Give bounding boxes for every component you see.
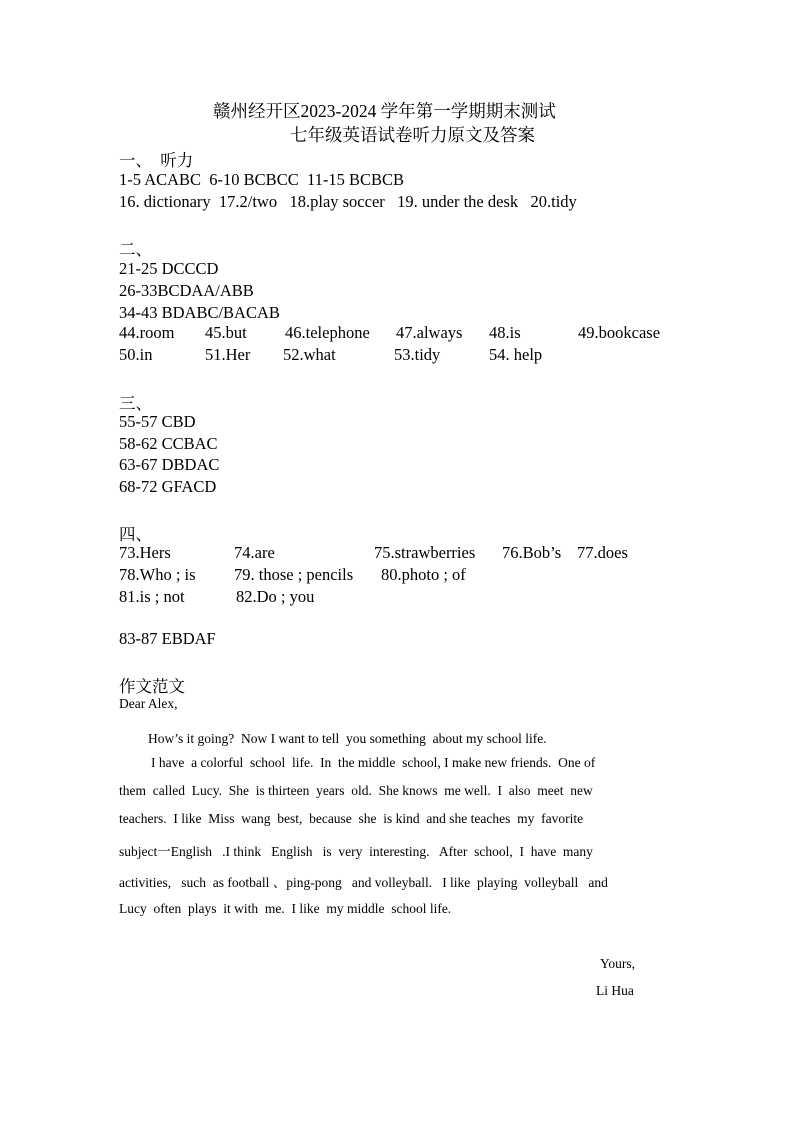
title-line-1: 赣州经开区2023-2024 学年第一学期期末测试 bbox=[213, 101, 556, 121]
title-line-2: 七年级英语试卷听力原文及答案 bbox=[290, 125, 535, 145]
answer-cell: 46.telephone bbox=[285, 323, 370, 342]
essay-greeting: Dear Alex, bbox=[119, 696, 178, 711]
answer-cell: 54. help bbox=[489, 345, 543, 364]
essay-line: them called Lucy. She is thirteen years old. She knows me well. I also meet new bbox=[119, 783, 593, 798]
essay-line: activities, such as football 、ping-pong and volleyball. I like playing volleyball and bbox=[119, 875, 608, 890]
essay-heading: 作文范文 bbox=[119, 677, 185, 696]
answer-cell: 45.but bbox=[205, 323, 247, 342]
answer-cell: 48.is bbox=[489, 323, 521, 342]
answer-cell: 77.does bbox=[577, 543, 628, 562]
section-1-answers-1: 1-5 ACABC 6-10 BCBCC 11-15 BCBCB bbox=[119, 170, 404, 189]
essay-line: How’s it going? Now I want to tell you something about my school life. bbox=[148, 731, 547, 746]
essay-line: Lucy often plays it with me. I like my middle school life. bbox=[119, 901, 452, 916]
answer-cell: 74.are bbox=[234, 543, 275, 562]
section-4-extra: 83-87 EBDAF bbox=[119, 629, 216, 648]
answer-cell: 79. those ; pencils bbox=[234, 565, 354, 584]
answer-cell: 50.in bbox=[119, 345, 153, 364]
section-3-line: 58-62 CCBAC bbox=[119, 434, 218, 453]
answer-cell: 52.what bbox=[283, 345, 336, 364]
section-3-line: 63-67 DBDAC bbox=[119, 455, 220, 474]
essay-line: teachers. I like Miss wang best, because she is kind and she teaches my favorite bbox=[119, 811, 584, 826]
essay-signature: Li Hua bbox=[596, 983, 634, 998]
answer-cell: 51.Her bbox=[205, 345, 251, 364]
answer-cell: 47.always bbox=[396, 323, 463, 342]
section-2-line: 26-33BCDAA/ABB bbox=[119, 281, 254, 300]
answer-cell: 81.is ; not bbox=[119, 587, 185, 606]
essay-line: subject一English .I think English is very interesting. After school, I have many bbox=[119, 844, 593, 859]
answer-cell: 76.Bob’s bbox=[502, 543, 562, 562]
answer-cell: 78.Who ; is bbox=[119, 565, 196, 584]
section-3-line: 55-57 CBD bbox=[119, 412, 196, 431]
answer-cell: 82.Do ; you bbox=[236, 587, 315, 606]
answer-cell: 75.strawberries bbox=[374, 543, 476, 562]
section-4-heading: 四、 bbox=[119, 525, 152, 544]
answer-cell: 73.Hers bbox=[119, 543, 171, 562]
section-1-heading: 一、 听力 bbox=[119, 151, 194, 170]
section-2-line: 21-25 DCCCD bbox=[119, 259, 219, 278]
section-2-line: 34-43 BDABC/BACAB bbox=[119, 303, 280, 322]
section-3-line: 68-72 GFACD bbox=[119, 477, 217, 496]
section-2-heading: 二、 bbox=[119, 240, 152, 259]
essay-closing: Yours, bbox=[600, 956, 636, 971]
answer-cell: 44.room bbox=[119, 323, 175, 342]
section-3-heading: 三、 bbox=[119, 394, 152, 413]
answer-cell: 49.bookcase bbox=[578, 323, 661, 342]
essay-line: I have a colorful school life. In the middle school, I make new friends. One of bbox=[151, 755, 596, 770]
section-1-answers-2: 16. dictionary 17.2/two 18.play soccer 19. under the desk 20.tidy bbox=[119, 192, 577, 211]
answer-cell: 53.tidy bbox=[394, 345, 441, 364]
answer-cell: 80.photo ; of bbox=[381, 565, 466, 584]
